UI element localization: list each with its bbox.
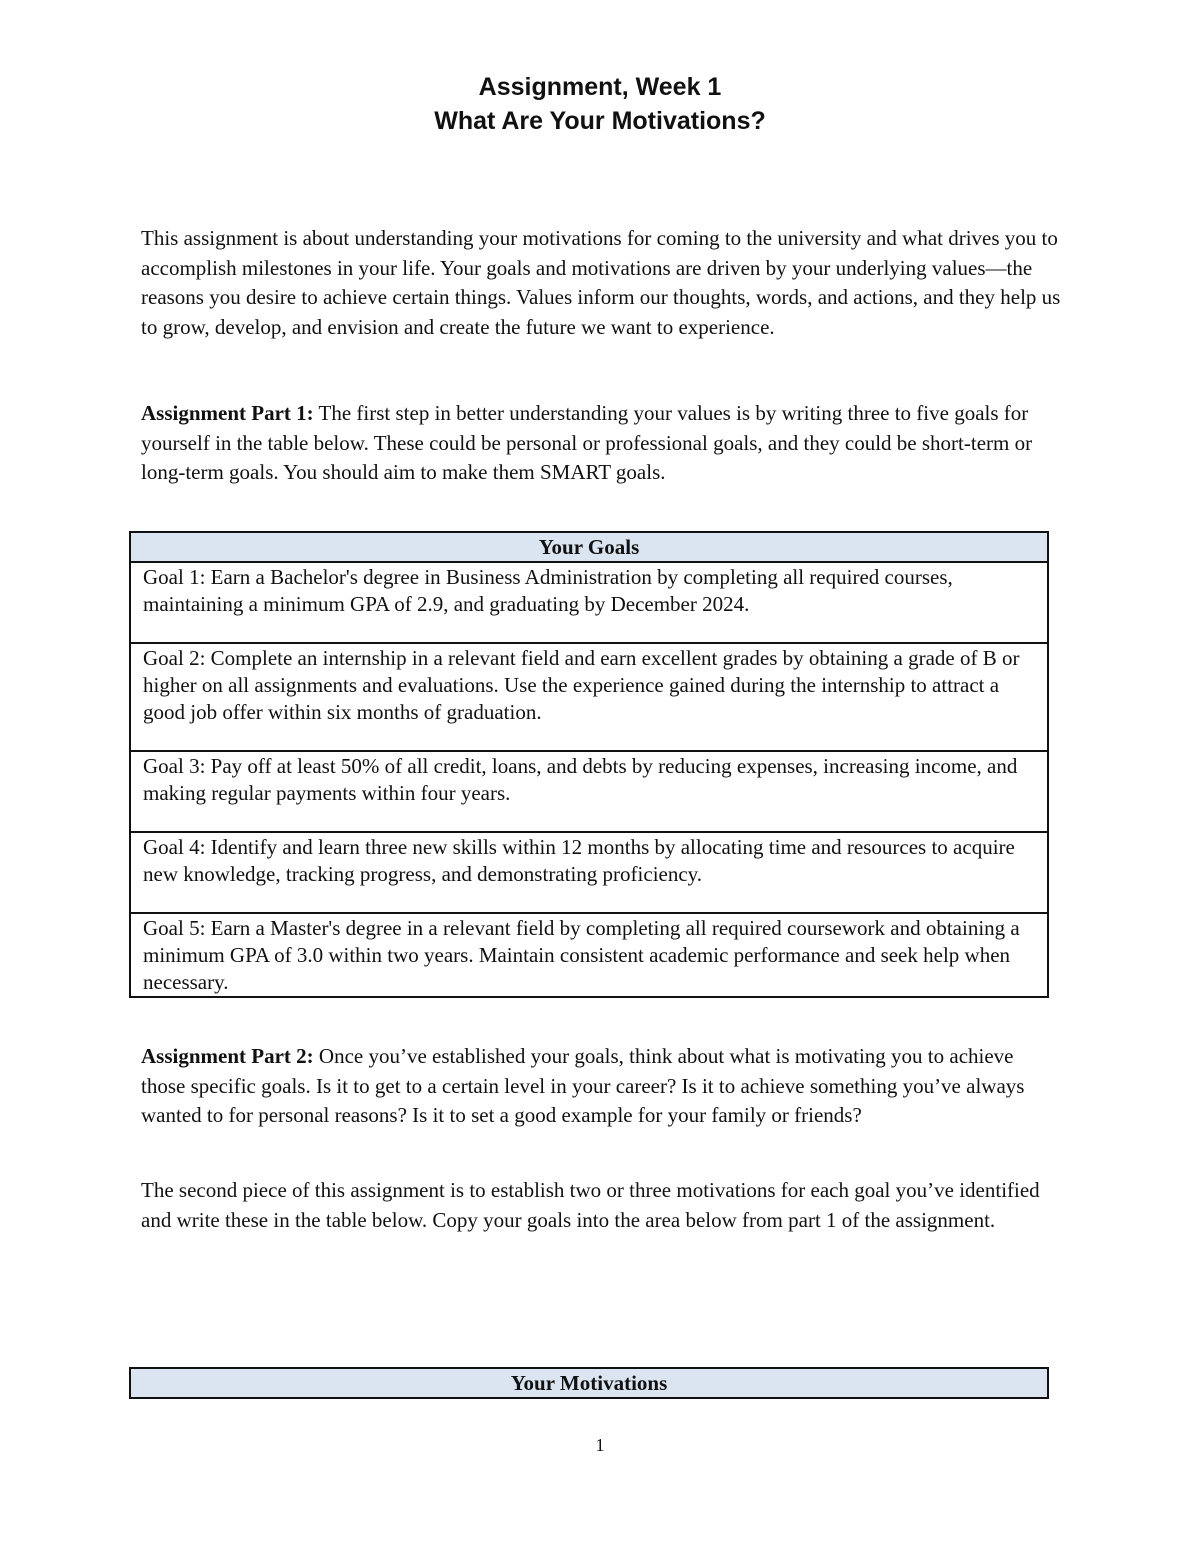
table-row bbox=[130, 562, 1048, 643]
part2-label: Assignment Part 2: bbox=[141, 1044, 314, 1068]
motivations-table-header: Your Motivations bbox=[130, 1368, 1048, 1398]
document-title bbox=[0, 70, 1200, 138]
part2-second-paragraph: The second piece of this assignment is to establish two or three motivations for each goal you’ve identified and write these in the table below. Copy your goals into the area below from part 1 of the assignment. bbox=[141, 1178, 1040, 1232]
table-row bbox=[130, 643, 1048, 751]
goal-5-cell: Goal 5: Earn a Master's degree in a relevant field by completing all required coursework and obtaining a minimum GPA of 3.0 within two years. Maintain consistent academic performance and seek help when necessary. bbox=[130, 913, 1048, 997]
table-row bbox=[130, 751, 1048, 832]
title-line-1: Assignment, Week 1 bbox=[478, 73, 722, 101]
table-row bbox=[130, 913, 1048, 997]
part2-text: Once you’ve established your goals, think about what is motivating you to achieve those specific goals. Is it to get to a certain level in your career? Is it to achieve something you’ve always wanted to for personal reasons? Is it to set a good example for your family or friends? bbox=[141, 1044, 1025, 1127]
goal-4-cell: Goal 4: Identify and learn three new skills within 12 months by allocating time and resources to acquire new knowledge, tracking progress, and demonstrating proficiency. bbox=[130, 832, 1048, 913]
table-row bbox=[130, 832, 1048, 913]
part1-label: Assignment Part 1: bbox=[141, 401, 314, 425]
motivations-table bbox=[129, 1367, 1049, 1399]
goal-2-cell: Goal 2: Complete an internship in a relevant field and earn excellent grades by obtaining a grade of B or higher on all assignments and evaluations. Use the experience gained during the internship to attract a good job offer within six months of graduation. bbox=[130, 643, 1048, 751]
intro-paragraph: This assignment is about understanding your motivations for coming to the university and what drives you to accomplish milestones in your life. Your goals and motivations are driven by your underlying values—the reasons you desire to achieve certain things. Values inform our thoughts, words, and actions, and they help us to grow, develop, and envision and create the future we want to experience. bbox=[141, 226, 1061, 339]
part1-text: The first step in better understanding your values is by writing three to five goals for yourself in the table below. These could be personal or professional goals, and they could be short-term or long-term goals. You should aim to make them SMART goals. bbox=[141, 401, 1033, 484]
page-number: 1 bbox=[595, 1435, 605, 1455]
goals-table bbox=[129, 531, 1049, 998]
part2-paragraph bbox=[141, 1042, 1061, 1131]
goal-3-cell: Goal 3: Pay off at least 50% of all credit, loans, and debts by reducing expenses, increasing income, and making regular payments within four years. bbox=[130, 751, 1048, 832]
goals-table-header: Your Goals bbox=[130, 532, 1048, 562]
title-line-2: What Are Your Motivations? bbox=[434, 107, 766, 135]
part1-paragraph bbox=[141, 399, 1061, 488]
goal-1-cell: Goal 1: Earn a Bachelor's degree in Business Administration by completing all required courses, maintaining a minimum GPA of 2.9, and graduating by December 2024. bbox=[130, 562, 1048, 643]
